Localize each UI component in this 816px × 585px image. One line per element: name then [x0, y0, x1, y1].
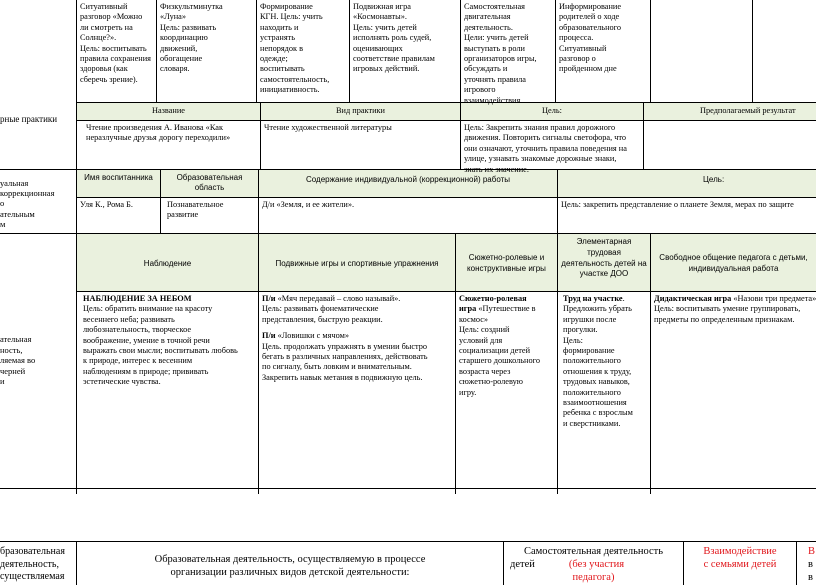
text-line: с семьями детей	[703, 558, 777, 570]
individual-area-cell	[161, 198, 258, 233]
text-line: и	[0, 376, 5, 386]
practices-header-name	[77, 104, 260, 120]
bottom-left-label	[0, 546, 76, 585]
text-line: социализации детей	[459, 346, 531, 356]
text-line: правила сохранения	[80, 54, 151, 64]
header-text: Элементарная трудовая деятельность детей на участке ДОО	[561, 237, 647, 279]
header-text: Сюжетно-ролевые и конструктивные игры	[467, 253, 546, 273]
text-line: Подвижная игра	[353, 2, 411, 11]
text-line: игрового	[464, 85, 496, 95]
individual-header-goal	[700, 173, 816, 195]
text-line: воспитывать	[260, 64, 305, 74]
text-line: коррекционная	[0, 188, 55, 199]
text-line: черней	[0, 365, 26, 376]
header-text: Содержание индивидуальной (коррекционной) работы	[306, 175, 510, 184]
game-title	[262, 331, 452, 341]
communication-text: «Назови три предмета»	[731, 294, 816, 303]
text-line: трудовых навыков,	[563, 377, 630, 387]
text-line: они означают, уточнить правила поведения на	[464, 143, 627, 153]
text-line: уальная	[0, 178, 29, 188]
text-line: Цель: создний	[459, 325, 510, 335]
text-line	[654, 294, 816, 304]
roleplay-tail: «Путешествие в	[476, 304, 536, 314]
text-line: взаимоотношения	[563, 398, 627, 408]
text-line: организаторов игры,	[464, 54, 537, 64]
text-line: деятельность.	[464, 22, 513, 32]
text-line: самостоятельность,	[260, 74, 330, 84]
text-line: Самостоятельная	[464, 2, 525, 11]
labor-cell	[558, 292, 650, 488]
text-line: Чтение произведения А. Иванова «Как	[86, 123, 223, 132]
text-line: Познавательное развитие	[167, 200, 224, 220]
bottom-middle-title	[77, 554, 503, 585]
text-line: Образовательная деятельность, осуществляемую в процессе	[154, 554, 426, 565]
text-line: процесса.	[559, 33, 594, 43]
text-line: здоровья (как	[80, 64, 128, 74]
text-line: Д/и «Земля, и ее жители».	[262, 200, 355, 209]
communication-bold: Дидактическая игра	[654, 294, 732, 303]
text-line: в	[808, 571, 813, 583]
text-line: организации различных видов детской деятельности:	[170, 566, 410, 578]
text-line	[459, 304, 554, 314]
labor-tail: .	[622, 294, 625, 303]
text-line: м	[0, 218, 6, 229]
text-line: ли смотреть на	[80, 22, 133, 32]
text-line	[504, 559, 683, 572]
text-line: Цель: воспитывать	[80, 43, 147, 53]
text-line: Информирование	[559, 2, 622, 11]
text-line: педагога)	[572, 571, 615, 583]
header-text: Свободное общение педагога с детьми, индивидуальная работа	[659, 253, 808, 273]
text-line: условий для	[459, 335, 503, 345]
text-line: весеннего неба; развивать	[83, 314, 175, 324]
game-name: «Ловишки с мячом»	[275, 331, 350, 341]
text-line: устранять	[260, 33, 296, 43]
text-line: разговор о	[559, 54, 596, 64]
roleplay-cell	[456, 292, 557, 488]
individual-header-content	[259, 173, 557, 195]
text-line: и сверстниками.	[563, 418, 621, 428]
text-line: ательным	[0, 208, 35, 219]
text-line: находить и	[260, 22, 299, 32]
games-cell	[259, 292, 455, 488]
text-line: ребенка с взрослым	[563, 408, 633, 418]
practices-row-label	[0, 114, 76, 128]
walk-header-roleplay	[456, 251, 557, 277]
practices-goal-cell	[461, 121, 643, 174]
text-line: координацию	[160, 33, 208, 43]
game-title	[262, 294, 452, 304]
text-line: игровых действий.	[353, 64, 420, 74]
text-line: Ситуативный	[80, 2, 128, 11]
text-line: эстетические чувства.	[83, 377, 161, 387]
practices-type-cell	[261, 121, 460, 169]
text-line: Физкультминутка	[160, 2, 223, 11]
text-line: улице, узнавать знакомые дорожные знаки,	[464, 154, 617, 164]
individual-content-cell	[259, 198, 557, 233]
text-line: Закрепить навык метания в подвижную цель.	[262, 372, 423, 382]
text-line: Сюжетно-ролевая	[459, 294, 527, 303]
individual-row-label	[0, 178, 76, 233]
top-cell-parents-info	[556, 0, 650, 102]
text-line: о	[0, 198, 5, 209]
text-line: Цель: Закрепить знания правил дорожного	[464, 123, 616, 132]
text-line: возраста через	[459, 366, 511, 376]
text-line: ность,	[0, 344, 23, 355]
text-line: одежде;	[260, 54, 288, 64]
header-text: Имя воспитанника	[84, 173, 153, 182]
text-line: Самостоятельная деятельность	[523, 546, 664, 557]
labor-bold: Труд на участке	[563, 294, 623, 303]
individual-goal-cell	[558, 198, 816, 233]
text-line: Ситуативный	[559, 43, 607, 53]
text-line: уточнять правила	[464, 74, 526, 84]
practices-name-cell	[77, 121, 260, 169]
text-line: выступать в роли	[464, 43, 525, 53]
text-line: КГН. Цель: учить	[260, 12, 323, 22]
text-line: Солнце?».	[80, 33, 117, 43]
text-line: знать их значение.	[464, 164, 529, 174]
walk-header-communication	[651, 251, 816, 277]
bottom-self-activity	[504, 546, 683, 585]
text-line: Цель: учить детей	[353, 22, 417, 32]
text-line: Цели: учить детей	[464, 33, 529, 43]
header-text: Предполагаемый результат	[700, 106, 796, 115]
individual-pupils-cell	[77, 198, 160, 233]
practices-row-label-text: рные практики	[0, 114, 58, 124]
text-line: движений,	[160, 43, 198, 53]
text-line: к природе, интерес к весенним	[83, 356, 193, 366]
text-line: инициативность.	[260, 85, 320, 95]
self-activity-note: (без участия	[568, 558, 625, 570]
observation-cell	[77, 292, 258, 488]
text-line: предметы по определенным признакам.	[654, 314, 795, 324]
text-line: старшего дошкольного	[459, 356, 540, 366]
header-text: Образовательная область	[176, 173, 243, 192]
roleplay-bold: игра	[459, 304, 477, 314]
text-line: воображение, умение в точной речи	[83, 335, 210, 345]
text-line: в	[808, 558, 813, 570]
text-line: положительного	[563, 387, 621, 397]
practices-header-goal	[461, 104, 643, 120]
header-text: Наблюдение	[143, 259, 192, 268]
text-line: сюжетно-ролевую	[459, 377, 523, 387]
text-line: представления, быструю реакции.	[262, 314, 383, 324]
text-line: обогащение	[160, 54, 203, 64]
text-line: В	[808, 546, 816, 557]
text-line: Цель:	[563, 335, 583, 345]
text-line: деятельность,	[0, 558, 59, 570]
text-line: прогулки.	[563, 325, 598, 335]
header-text: Подвижные игры и спортивные упражнения	[275, 259, 439, 268]
individual-header-pupil	[77, 171, 160, 197]
text-line: Взаимодействие	[703, 546, 777, 557]
text-line: Уля К., Рома Б.	[80, 200, 133, 209]
text-line: формирование	[563, 346, 615, 356]
text-line: существляемая	[0, 571, 65, 582]
walk-row-label	[0, 334, 76, 394]
text-line: ляемая во	[0, 355, 36, 365]
game-prefix: П/и	[262, 294, 276, 303]
text-line: положительного	[563, 356, 621, 366]
text-line: оценивающих	[353, 43, 403, 53]
text-line: «Луна»	[160, 12, 186, 22]
game-name: «Мяч передавай – слово называй».	[275, 294, 401, 303]
walk-header-games	[259, 257, 455, 271]
header-text: Цель:	[703, 175, 725, 184]
top-cell-hygiene-skills	[257, 0, 349, 102]
text-line: соответствие правилам	[353, 54, 435, 64]
text-line: выражать свои мысли; воспитывать любовь	[83, 346, 238, 356]
practices-header-type	[261, 104, 460, 120]
text-line: бегать в различных направлениях, действовать	[262, 352, 428, 362]
individual-header-area	[161, 171, 258, 197]
text-line: Цель: закрепить представление о планете Земля, мерах по защите	[561, 200, 794, 209]
text-line: ательная	[0, 334, 32, 344]
text-line: Цель: воспитывать умение группировать,	[654, 304, 801, 314]
text-line: бразовательная	[0, 546, 65, 557]
text-line: исполнять роль судей,	[353, 33, 432, 43]
bottom-parents	[684, 546, 796, 585]
text-line: обсуждать и	[464, 64, 508, 74]
text-line: Цель: развивать	[160, 22, 217, 32]
top-cell-physical-minute	[157, 0, 256, 102]
text-line: взаимодействия.	[464, 95, 523, 105]
text-line: по сигналу, быть ловким и внимательным.	[262, 362, 412, 372]
text-line: игру.	[459, 387, 477, 397]
text-line: сберечь зрение).	[80, 74, 138, 84]
text-line: Предложить убрать	[563, 304, 632, 314]
text-line: пройденном дне	[559, 64, 617, 74]
text-line: Формирование	[260, 2, 313, 11]
walk-header-labor	[558, 235, 650, 291]
text-line: разговор «Можно	[80, 12, 143, 22]
header-text: Название	[151, 106, 185, 115]
communication-cell	[651, 292, 816, 488]
text-line: образовательного	[559, 22, 622, 32]
practices-header-result	[700, 104, 816, 120]
top-cell-outdoor-game	[350, 0, 460, 102]
text-line: Цель: обратить внимание на красоту	[83, 304, 213, 314]
text-line: непорядок в	[260, 43, 304, 53]
header-text: Цель:	[542, 106, 562, 115]
text-line: наблюдениям в природе; прививать	[83, 366, 209, 376]
text-line: отношения к труду,	[563, 366, 632, 376]
text-line: игрушки после	[563, 314, 617, 324]
text-line: двигательная	[464, 12, 511, 22]
text-line: «Космонавты».	[353, 12, 407, 22]
text-line: Цель. продолжать упражнять в умении быстро	[262, 341, 428, 351]
top-cell-motor-activity	[461, 0, 555, 105]
text-line: словаря.	[160, 64, 190, 74]
text-line: Чтение художественной литературы	[264, 123, 392, 132]
text-line: любознательность, творческое	[83, 325, 192, 335]
observation-title: НАБЛЮДЕНИЕ ЗА НЕБОМ	[83, 294, 192, 303]
text-line: космос»	[459, 314, 489, 324]
text-line: движения. Повторить сигналы светофора, что	[464, 133, 627, 143]
text-line: неразлучные друзья дорогу переходили»	[86, 133, 231, 143]
walk-header-observation	[77, 257, 258, 271]
header-text: Вид практики	[336, 106, 385, 115]
text-line: Цель: развивать фонематические	[262, 304, 379, 314]
top-cell-situational-talk	[77, 0, 156, 102]
text-line	[563, 294, 647, 304]
bottom-edge-cell	[808, 546, 816, 585]
self-activity-children: детей	[510, 558, 535, 570]
game-prefix: П/и	[262, 331, 276, 341]
text-line: родителей о ходе	[559, 12, 620, 22]
